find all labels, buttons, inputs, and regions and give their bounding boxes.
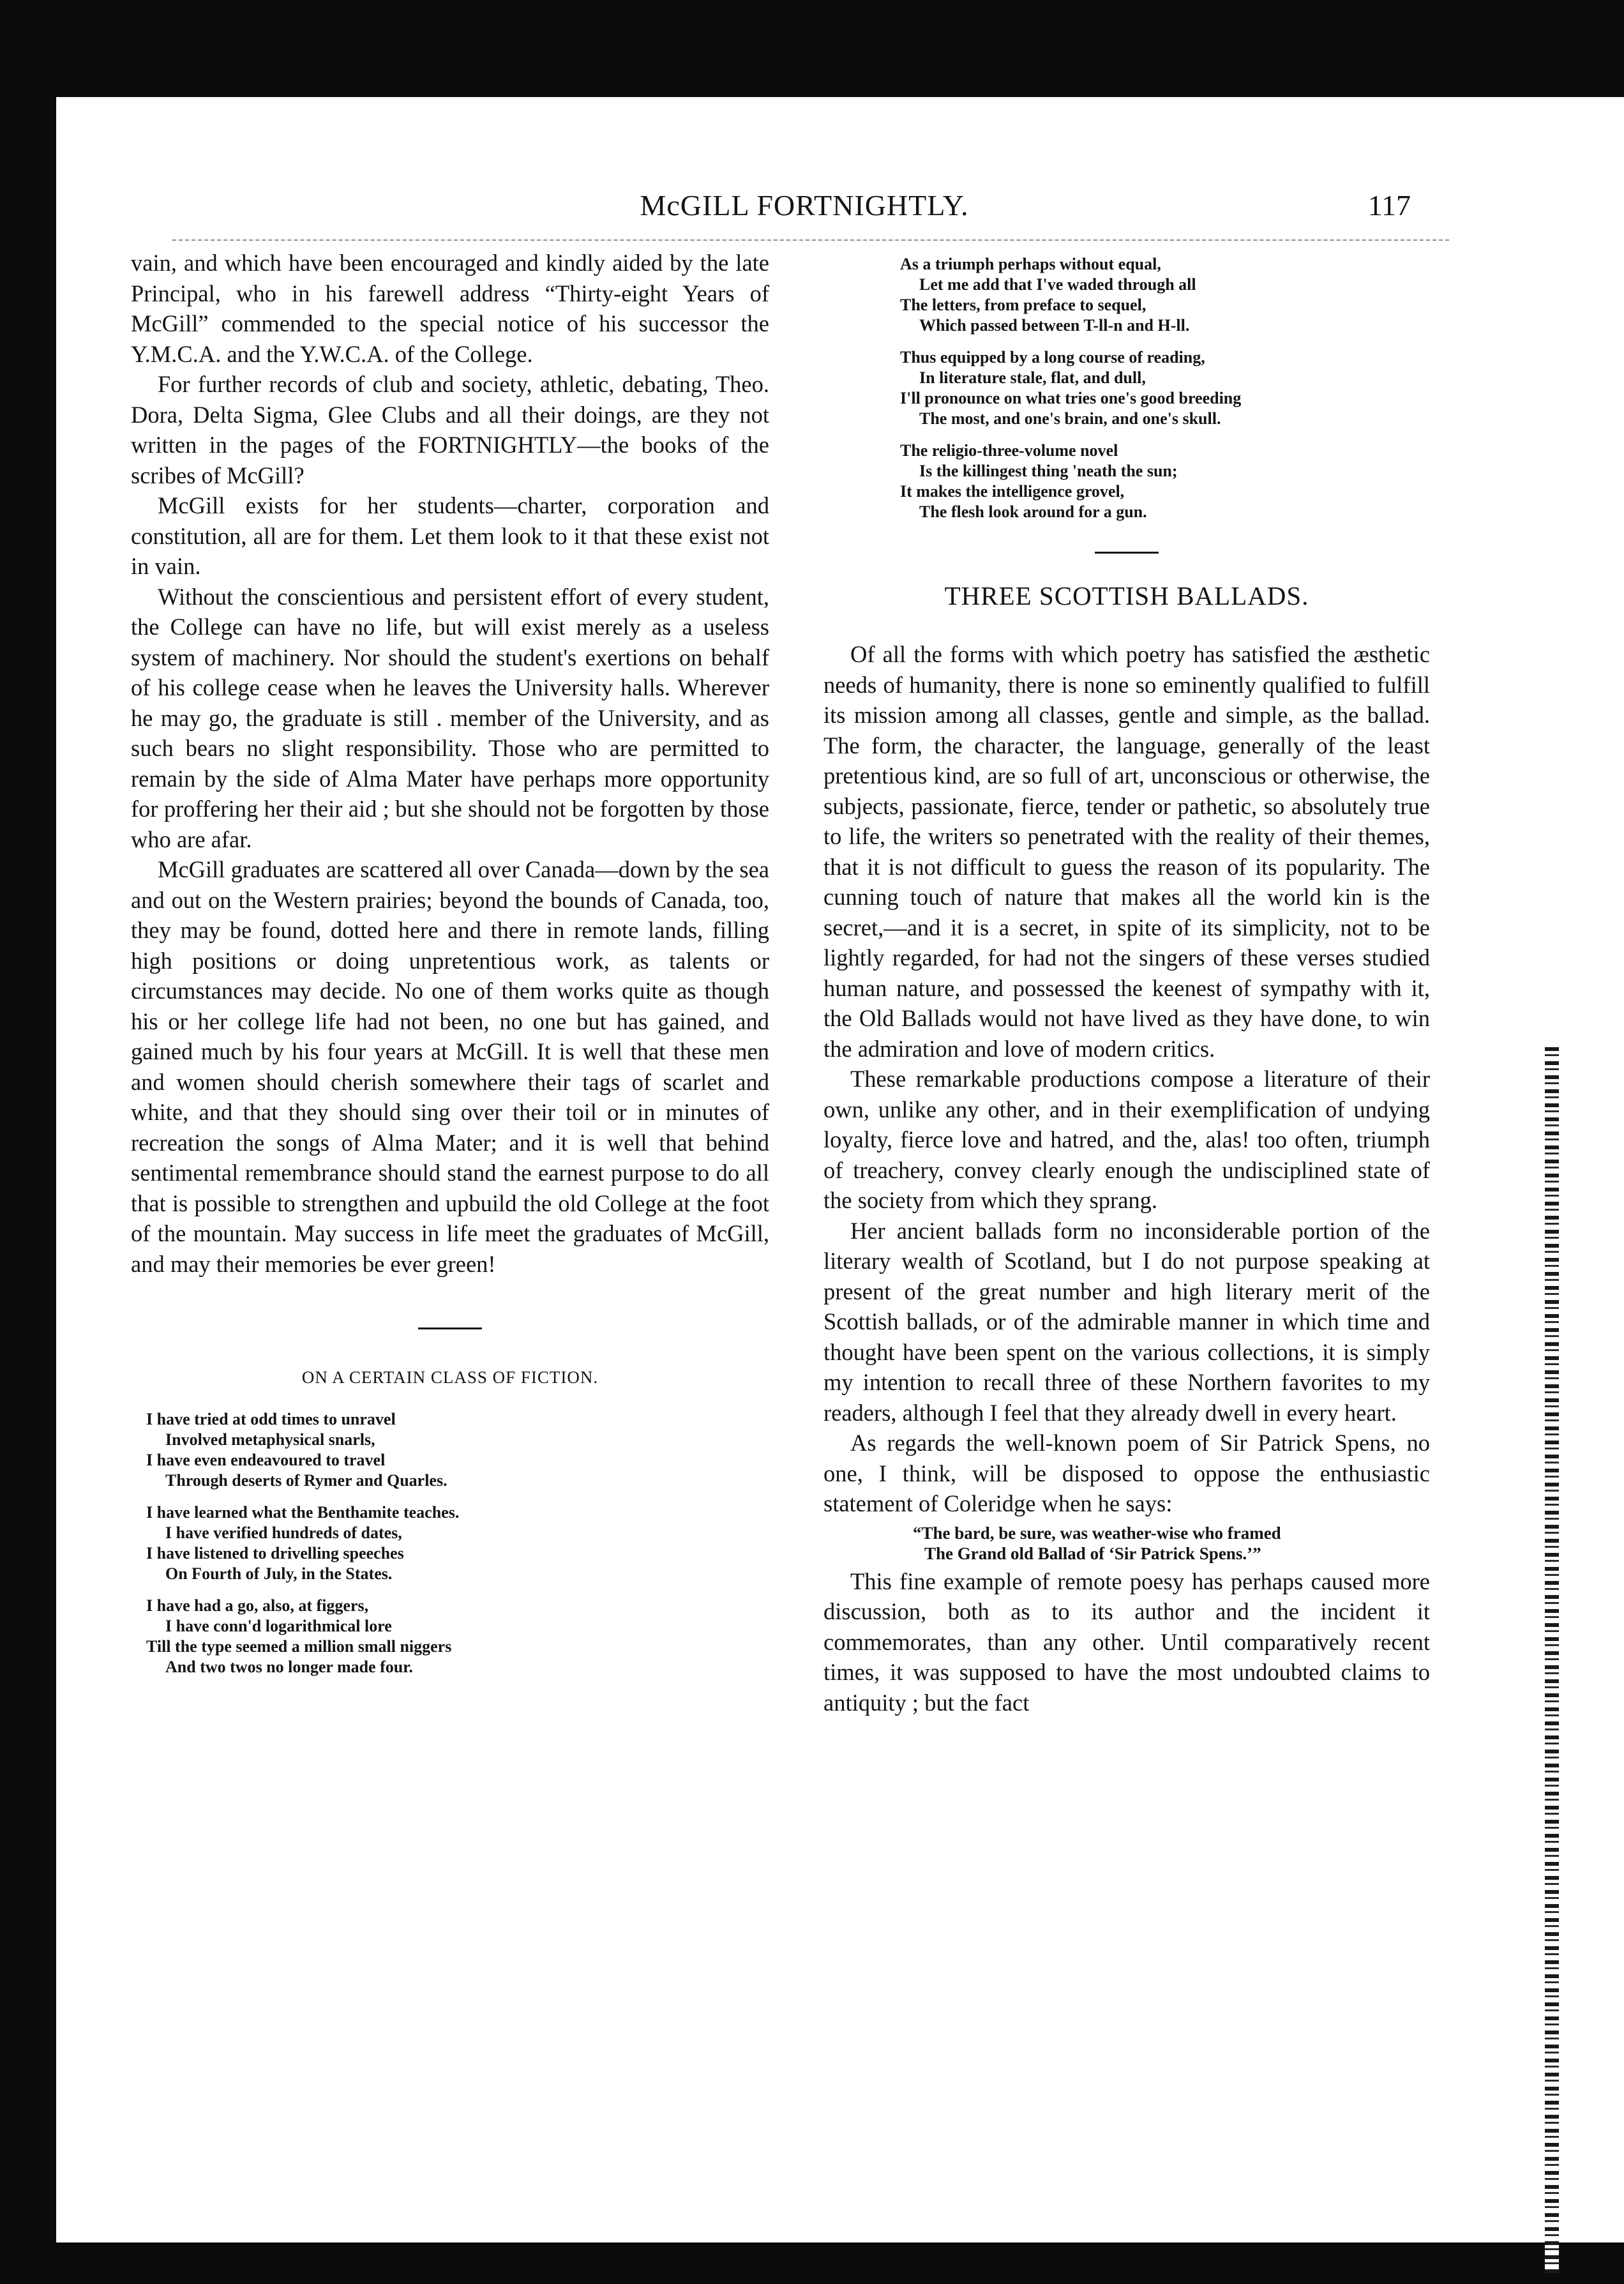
scan-border-top (0, 0, 1624, 97)
paragraph: Without the conscientious and persistent effort of every student, the College can have no life, but will exist merely as a useless system of machinery. Nor should the student's exertions on behalf of his college cease when he leaves the University halls. Wherever he may go, the graduate is still . member of the University, and as such bears no slight responsibility. Those who are permitted to remain by the side of Alma Mater have perhaps more opportunity for proffering her their aid ; but she should not be forgotten by those who are afar. (131, 583, 769, 852)
poem-line: I have conn'd logarithmical lore (165, 1617, 392, 1635)
section-divider (418, 1327, 482, 1329)
page-number: 117 (1367, 189, 1411, 222)
poem-stanza (900, 347, 1430, 429)
poem-line: In literature stale, flat, and dull, (919, 368, 1146, 387)
poem-line: Involved metaphysical snarls, (165, 1430, 375, 1449)
right-column (823, 248, 1430, 1718)
poem-line: I'll pronounce on what tries one's good breeding (900, 389, 1242, 407)
header-rule (172, 239, 1449, 243)
poem-line: I have tried at odd times to unravel (146, 1410, 396, 1428)
poem-line: As a triumph perhaps without equal, (900, 255, 1161, 273)
coleridge-quote (823, 1523, 1430, 1564)
poem-line: I have even endeavoured to travel (146, 1451, 386, 1469)
poem-line: Let me add that I've waded through all (919, 275, 1196, 294)
poem-line: The flesh look around for a gun. (919, 503, 1147, 521)
poem-line: On Fourth of July, in the States. (165, 1564, 393, 1583)
poem-line: I have had a go, also, at figgers, (146, 1596, 369, 1615)
running-title: McGILL FORTNIGHTLY. (640, 189, 969, 222)
paragraph: Of all the forms with which poetry has satisfied the æsthetic needs of humanity, there is none so eminently qualified to fulfill its mission among all classes, gentle and simple, as the ballad. The form, the character, the language, generally of the least pretentious kind, are so full of art, unconscious or otherwise, the subjects, passionate, fierce, tender or pathetic, so absolutely true to life, the writers so penetrated with the reality of their themes, that it is not difficult to guess the reason of its popularity. The cunning touch of nature that makes all the world kin is the secret,—and it is a secret, in spite of its simplicity, not to be lightly regarded, for had not the singers of these verses studied human nature, and possessed the keenest of sympathy with it, the Old Ballads would not have lived as they have done, to win the admiration and love of modern critics. (823, 641, 1430, 1062)
poem-stanza (146, 1502, 769, 1584)
paragraph: For further records of club and society, athletic, debating, Theo. Dora, Delta Sigma, Glee Clubs and all their doings, are they not written in the pages of the FORTNIGHTLY—the books of the scribes of McGill? (131, 371, 769, 488)
article-title: THREE SCOTTISH BALLADS. (944, 581, 1309, 610)
scan-border-bottom (56, 2242, 1624, 2284)
poem-line: Till the type seemed a million small niggers (146, 1637, 452, 1656)
paragraph: Her ancient ballads form no inconsiderable portion of the literary wealth of Scotland, but I do not purpose speaking at present of the great number and high literary merit of the Scottish ballads, or of the admirable manner in which time and thought have been spent on the various collections, it is simply my intention to recall three of these Northern favorites to my readers, although I feel that they already dwell in every heart. (823, 1217, 1430, 1426)
poem-stanza (900, 254, 1430, 336)
quote-line: The Grand old Ballad of ‘Sir Patrick Spens.’” (924, 1543, 1261, 1563)
poem-stanza (146, 1409, 769, 1491)
poem-line: I have learned what the Benthamite teaches. (146, 1503, 460, 1522)
poem-line: I have listened to drivelling speeches (146, 1544, 404, 1562)
page-header (172, 188, 1449, 239)
paragraph: As regards the well-known poem of Sir Patrick Spens, no one, I think, will be disposed to oppose the enthusiastic statement of Coleridge when he says: (823, 1430, 1430, 1516)
left-column (131, 248, 769, 1689)
poem-title: ON A CERTAIN CLASS OF FICTION. (301, 1368, 599, 1387)
paragraph: McGill exists for her students—charter, corporation and constitution, all are for them. Let them look to it that these exist not in vain. (131, 492, 769, 579)
poem-line: The religio-three-volume novel (900, 441, 1118, 460)
quote-line: “The bard, be sure, was weather-wise who framed (913, 1523, 1281, 1543)
poem-stanza (900, 441, 1430, 522)
paragraph: vain, and which have been encouraged and kindly aided by the late Principal, who in his farewell address “Thirty-eight Years of McGill” commended to the special notice of his successor the Y.M.C.A. and the Y.W.C.A. of the College. (131, 250, 769, 367)
poem-line: It makes the intelligence grovel, (900, 482, 1125, 501)
poem-line: Which passed between T-ll-n and H-ll. (919, 316, 1190, 335)
paragraph: This fine example of remote poesy has perhaps caused more discussion, both as to its author and the incident it commemorates, than any other. Until comparatively recent times, it was supposed to have the most undoubted claims to antiquity ; but the fact (823, 1568, 1430, 1716)
poem-line: And two twos no longer made four. (165, 1658, 413, 1676)
poem-stanza (146, 1596, 769, 1677)
section-divider (1095, 552, 1159, 554)
scan-border-left (0, 96, 56, 2284)
poem-line: The letters, from preface to sequel, (900, 296, 1147, 314)
paragraph: McGill graduates are scattered all over Canada—down by the sea and out on the Western prairies; beyond the bounds of Canada, too, they may be found, dotted here and there in remote lands, filling high positions or doing unpretentious work, as talents or circumstances may decide. No one of them works quite as though his or her college life had not been, no one but has gained, and gained much by his four years at McGill. It is well that these men and women should cherish somewhere their tags of scarlet and white, and that they should sing over their toil or in minutes of recreation the songs of Alma Mater; and it is well that behind sentimental remembrance should stand the earnest purpose to do all that is possible to strengthen and upbuild the old College at the foot of the mountain. May success in life meet the graduates of McGill, and may their memories be ever green! (131, 856, 769, 1277)
poem-line: The most, and one's brain, and one's skull. (919, 409, 1221, 428)
scan-page-edge (1545, 1047, 1559, 2273)
poem-line: I have verified hundreds of dates, (165, 1524, 402, 1542)
poem-line: Thus equipped by a long course of reading, (900, 348, 1205, 367)
poem-line: Through deserts of Rymer and Quarles. (165, 1471, 447, 1490)
paragraph: These remarkable productions compose a literature of their own, unlike any other, and in their exemplification of undying loyalty, fierce love and hatred, and the, alas! too often, triumph of treachery, convey clearly enough the undisciplined state of the society from which they sprang. (823, 1066, 1430, 1213)
poem-line: Is the killingest thing 'neath the sun; (919, 462, 1178, 480)
